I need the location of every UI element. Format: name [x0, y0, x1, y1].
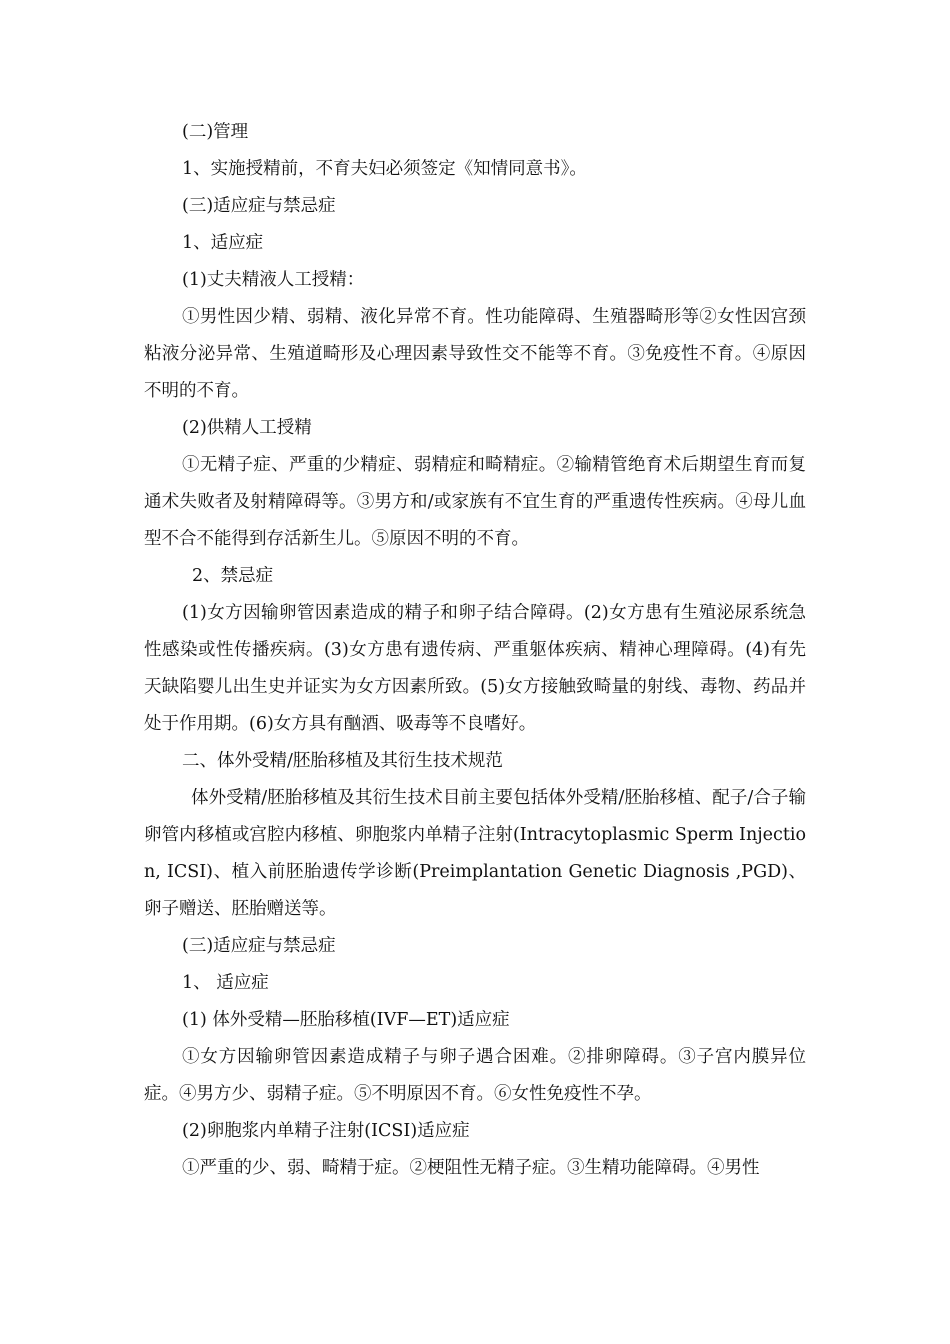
- paragraph: ①严重的少、弱、畸精于症。②梗阻性无精子症。③生精功能障碍。④男性: [182, 1158, 760, 1178]
- subsection-heading: (2)卵胞浆内单精子注射(ICSI)适应症: [182, 1121, 470, 1141]
- paragraph: 1、实施授精前，不育夫妇必须签定《知情同意书》。: [182, 159, 587, 179]
- section-heading-indications: (三)适应症与禁忌症: [182, 936, 336, 956]
- subsection-heading: (1)丈夫精液人工授精：: [182, 270, 365, 290]
- paragraph: ①男性因少精、弱精、液化异常不育。性功能障碍、生殖器畸形等②女性因宫颈粘液分泌异常、生殖道畸形及心理因素导致性交不能等不育。③免疫性不育。④原因不明的不育。: [144, 307, 806, 401]
- paragraph: ①女方因输卵管因素造成精子与卵子遇合困难。②排卵障碍。③子宫内膜异位症。④男方少、弱精子症。⑤不明原因不育。⑥女性免疫性不孕。: [144, 1047, 806, 1104]
- subsection-heading: 2、禁忌症: [192, 566, 274, 586]
- section-heading-ivf: 二、体外受精/胚胎移植及其衍生技术规范: [182, 751, 503, 771]
- subsection-heading: (1) 体外受精—胚胎移植(IVF—ET)适应症: [182, 1010, 510, 1030]
- section-heading-indications: (三)适应症与禁忌症: [182, 196, 336, 216]
- subsection-heading: 1、 适应症: [182, 973, 269, 993]
- section-heading-management: (二)管理: [182, 122, 249, 142]
- subsection-heading: 1、适应症: [182, 233, 264, 253]
- paragraph: (1)女方因输卵管因素造成的精子和卵子结合障碍。(2)女方患有生殖泌尿系统急性感染或性传播疾病。(3)女方患有遗传病、严重躯体疾病、精神心理障碍。(4)有先天缺陷婴儿出生史并证实为女方因素所致。(5)女方接触致畸量的射线、毒物、药品并处于作用期。(6)女方具有酗酒、吸毒等不良嗜好。: [144, 603, 806, 734]
- paragraph: ①无精子症、严重的少精症、弱精症和畸精症。②输精管绝育术后期望生育而复通术失败者及射精障碍等。③男方和/或家族有不宜生育的严重遗传性疾病。④母儿血型不合不能得到存活新生儿。⑤原因不明的不育。: [144, 455, 806, 549]
- paragraph: 体外受精/胚胎移植及其衍生技术目前主要包括体外受精/胚胎移植、配子/合子输卵管内移植或宫腔内移植、卵胞浆内单精子注射(Intracytoplasmic Sperm Injection, ICSI)、植入前胚胎遗传学诊断(Preimplantation Genetic Diagnosis ,PGD)、卵子赠送、胚胎赠送等。: [144, 788, 806, 919]
- document-body: [144, 114, 806, 1187]
- subsection-heading: (2)供精人工授精: [182, 418, 312, 438]
